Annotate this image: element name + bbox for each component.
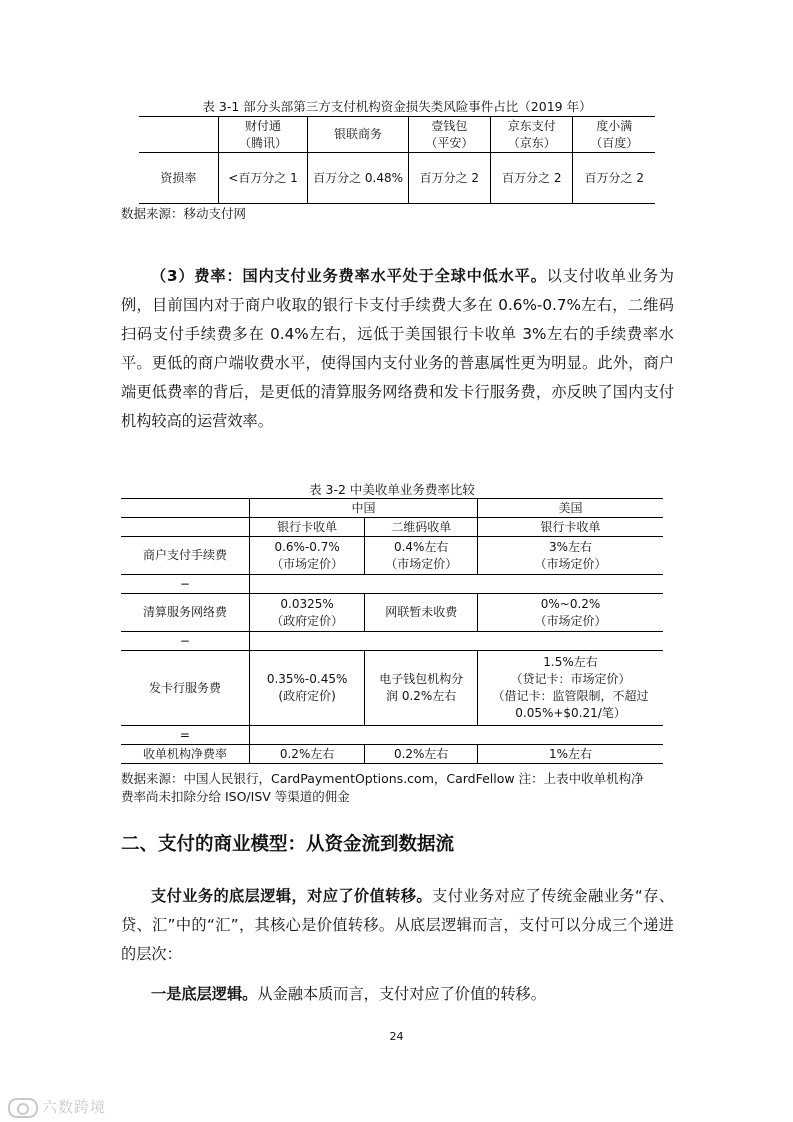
table-row xyxy=(139,153,655,204)
page-number: 24 xyxy=(389,1030,404,1043)
table-header-cell xyxy=(121,499,249,518)
table-cell: 百万分之 2 xyxy=(491,153,573,204)
operator-cell: − xyxy=(121,575,249,594)
table-cell: 0.6%-0.7% （市场定价） xyxy=(249,537,364,575)
table-cell: 百万分之 0.48% xyxy=(308,153,408,204)
section-heading: 二、支付的商业模型：从资金流到数据流 xyxy=(121,834,455,855)
watermark-logo-icon xyxy=(8,1098,38,1118)
table-row xyxy=(121,632,663,651)
table-row xyxy=(121,537,663,575)
table-header-row xyxy=(121,518,663,537)
table-cell: 3%左右 （市场定价） xyxy=(478,537,663,575)
paragraph-first-level xyxy=(121,980,674,1009)
table-header-cell: 京东支付 （京东） xyxy=(491,117,573,153)
paragraph-bold-lead: 一是底层逻辑。 xyxy=(151,985,258,1003)
paragraph-value-transfer xyxy=(121,882,674,969)
table-cell: 0.35%-0.45% (政府定价) xyxy=(249,651,364,726)
table-header-row xyxy=(121,499,663,518)
paragraph-bold-lead: 支付业务的底层逻辑，对应了价值转移。 xyxy=(151,887,432,905)
paragraph-bold-lead: （3）费率：国内支付业务费率水平处于全球中低水平。 xyxy=(151,267,547,285)
table-header-cell: 银联商务 xyxy=(308,117,408,153)
table-cell xyxy=(249,632,663,651)
table-header-cell: 银行卡收单 xyxy=(249,518,364,537)
table-cell: 1%左右 xyxy=(478,745,663,764)
row-label: 发卡行服务费 xyxy=(121,651,249,726)
table1-caption: 表 3-1 部分头部第三方支付机构资金损失类风险事件占比（2019 年） xyxy=(202,99,592,114)
row-label: 清算服务网络费 xyxy=(121,594,249,632)
table-row xyxy=(121,726,663,745)
table-row xyxy=(121,651,663,726)
table-header-cell xyxy=(121,518,249,537)
table2-caption: 表 3-2 中美收单业务费率比较 xyxy=(309,482,475,497)
table-row xyxy=(121,594,663,632)
operator-cell: − xyxy=(121,632,249,651)
row-label: 商户支付手续费 xyxy=(121,537,249,575)
paragraph-fee-rate xyxy=(121,262,674,436)
table2-source: 数据来源：中国人民银行，CardPaymentOptions.com，CardFellow 注：上表中收单机构净 费率尚未扣除分给 ISO/ISV 等渠道的佣金 xyxy=(121,771,644,804)
table-header-cell: 度小满 （百度） xyxy=(573,117,655,153)
table-cell xyxy=(249,575,663,594)
table-cell: 0.2%左右 xyxy=(249,745,364,764)
table-cell: 0.2%左右 xyxy=(365,745,478,764)
watermark: 六数跨境 xyxy=(8,1096,106,1118)
table-cell: <百万分之 1 xyxy=(218,153,308,204)
table-cell: 0%~0.2% （市场定价） xyxy=(478,594,663,632)
table-cell: 0.4%左右 （市场定价） xyxy=(365,537,478,575)
table-row xyxy=(121,575,663,594)
table2 xyxy=(121,498,663,764)
table-row xyxy=(121,745,663,764)
table-cell: 网联暂未收费 xyxy=(365,594,478,632)
paragraph-body: 从金融本质而言，支付对应了价值的转移。 xyxy=(257,985,546,1003)
table-header-cell: 中国 xyxy=(249,499,477,518)
table-cell xyxy=(249,726,663,745)
table-cell: 电子钱包机构分 润 0.2%左右 xyxy=(365,651,478,726)
table-cell: 0.0325% （政府定价） xyxy=(249,594,364,632)
table-header-cell: 壹钱包 （平安） xyxy=(408,117,490,153)
operator-cell: = xyxy=(121,726,249,745)
paragraph-body: 以支付收单业务为例，目前国内对于商户收取的银行卡支付手续费大多在 0.6%-0.7%左右，二维码扫码支付手续费多在 0.4%左右，远低于美国银行卡收单 3%左右的手续费率水平。更低的商户端收费水平，使得国内支付业务的普惠属性更为明显。此外，商户端更低费率的背后，是更低的清算服务网络费和发卡行服务费，亦反映了国内支付机构较高的运营效率。 xyxy=(121,267,674,430)
table-header-row xyxy=(139,117,655,153)
table1 xyxy=(139,116,655,204)
table-cell: 百万分之 2 xyxy=(408,153,490,204)
table1-source: 数据来源：移动支付网 xyxy=(121,206,247,221)
table-cell: 1.5%左右 （贷记卡：市场定价） （借记卡：监管限制，不超过 0.05%+$0.21/笔） xyxy=(478,651,663,726)
row-label: 收单机构净费率 xyxy=(121,745,249,764)
table-cell: 百万分之 2 xyxy=(573,153,655,204)
table-header-cell xyxy=(139,117,218,153)
row-label: 资损率 xyxy=(139,153,218,204)
table-header-cell: 美国 xyxy=(478,499,663,518)
table-header-cell: 银行卡收单 xyxy=(478,518,663,537)
table-header-cell: 二维码收单 xyxy=(365,518,478,537)
table-header-cell: 财付通 （腾讯） xyxy=(218,117,308,153)
paragraph-body: 支付业务对应了传统金融业务“存、贷、汇”中的“汇”，其核心是价值转移。从底层逻辑而言，支付可以分成三个递进的层次： xyxy=(121,887,675,963)
